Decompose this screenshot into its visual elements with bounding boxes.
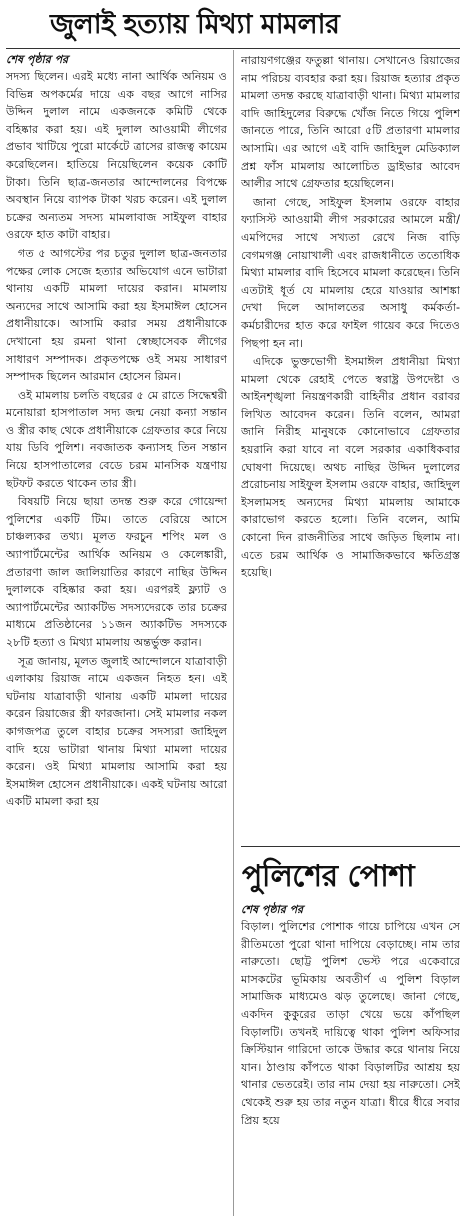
paragraph: এদিকে ভুক্তভোগী ইসমাঈল প্রধানীয়া মিথ্যা মামলা থেকে রেহাই পেতে স্বরাষ্ট্র উপদেষ্টা ও আইনশৃঙ্খলা নিয়ন্ত্রণকারী বাহিনীর প্রধান বরাবর লিখিত আবেদন করেন। তিনি বলেন, আমরা জানি নিরীহ মানুষকে কোনোভাবে গ্রেফতার হয়রানি করা যাবে না বলে সরকার একাধিকবার ঘোষণা দিয়েছে। অথচ নাছির উদ্দিন দুলালের প্ররোচনায় সাইফুল ইসলাম ওরফে বাহার, জাহিদুল ইসলামসহ অন্যদের মিথ্যা মামলায় আমাকে কারাভোগ করতে হলো। তিনি বলেন, আমি কোনো দিন রাজনীতির সাথে জড়িত ছিলাম না। এতে চরম আর্থিক ও সামাজিকভাবে ক্ষতিগ্রস্ত হয়েছি।	[241, 355, 460, 580]
left-column	[6, 52, 227, 1216]
second-headline: পুলিশের পোশা	[242, 859, 415, 894]
headline: জুলাই হত্যায় মিথ্যা মামলার	[50, 9, 340, 40]
paragraph: বিড়াল। পুলিশের পোশাক গায়ে চাপিয়ে এখন সে রীতিমতো পুরো থানা দাপিয়ে বেড়াচ্ছে। নাম তার নারুতো। ছোট্ট পুলিশ ভেস্ট পরে একেবারে মাসকটের ভূমিকায় অবতীর্ণ এ পুলিশ বিড়াল সামাজিক মাধ্যমেও ঝড় তুলেছে। জানা গেছে, একদিন কুকুরের তাড়া খেয়ে ভয়ে কাঁপছিল বিড়ালটি। তখনই দায়িত্বে থাকা পুলিশ অফিসার ক্রিস্টিয়ান গারিদো তাকে উদ্ধার করে থানায় নিয়ে যান। ঠাণ্ডায় কাঁপতে থাকা বিড়ালটির আশ্রয় হয় থানার ভেতরেই। তার নাম দেয়া হয় নারুতো। সেই থেকেই শুরু হয় তার নতুন যাত্রা। ধীরে ধীরে সবার প্রিয় হয়ে	[241, 920, 460, 1127]
paragraph: বিষয়টি নিয়ে ছায়া তদন্ত শুরু করে গোয়েন্দা পুলিশের একটি টিম। তাতে বেরিয়ে আসে চাঞ্চল্যকর তথ্য। মূলত ফরচুন শপিং মল ও অ্যাপার্টমেন্টের আর্থিক অনিয়ম ও কেলেঙ্কারী, প্রতারণা জাল জালিয়াতির কারণে নাছির উদ্দিন দুলালকে বহিষ্কার করা হয়। এরপরই ফ্ল্যাট ও অ্যাপার্টমেন্টের অ্যাকটিভ সদস্যদেরকে তার চক্রের মাধ্যমে প্রতিষ্ঠানের ১১জন অ্যাকটিভ সদস্যকে ২৮টি হত্যা ও মিথ্যা মামলায় অন্তর্ভুক্ত করান।	[6, 495, 227, 649]
paragraph: ওই মামলায় চলতি বছরের ৫ মে রাতে সিদ্ধেশ্বরী মনোয়ারা হাসপাতাল সদ্য জন্ম নেয়া কন্যা সন্তান ও স্ত্রীর কাছ থেকে প্রধানীয়াকে গ্রেফতার করে নিয়ে যায় ডিবি পুলিশ। নবজাতক কন্যাসহ তিন সন্তান নিয়ে হাসপাতালের বেডে চরম মানসিক যন্ত্রণায় ছটফট করতে থাকেন তার স্ত্রী।	[6, 388, 227, 490]
paragraph: সূত্র জানায়, মূলত জুলাই আন্দোলনে যাত্রাবাড়ী এলাকায় রিয়াজ নামে একজন নিহত হন। এই ঘটনায় যাত্রাবাড়ী থানায় একটি মামলা দায়ের করেন রিয়াজের স্ত্রী ফারজানা। সেই মামলার নকল কাগজপত্র তুলে বাহার চক্রের সদস্যরা জাহিদুল বাদি হয়ে ভাটারা থানায় মিথ্যা মামলা দায়ের করেন। ওই মিথ্যা মামলায় আসামি করা হয় ইসমাঈল হোসেন প্রধানীয়াকে। একই ঘটনায় আরো একটি মামলা করা হয়	[6, 654, 227, 809]
paragraph: সদস্য ছিলেন। এরই মধ্যে নানা আর্থিক অনিয়ম ও বিভিন্ন অপকর্মের দায়ে এক বছর আগে নাসির উদ্দিন দুলাল নামে একজনকে কমিটি থেকে বহিষ্কার করা হয়। এই দুলাল আওয়ামী লীগের প্রভাব খাটিয়ে পুরো মার্কেটে ত্রাসের রাজত্ব কায়েম করেছিলেন। হাতিয়ে নিয়েছিলেন কয়েক কোটি টাকা। তিনি ছাত্র-জনতার আন্দোলনের বিপক্ষে অবস্থান নিয়ে ব্যাপক টাকা খরচ করেন। এই দুলাল চক্রের অন্যতম সদস্য মামলাবাজ সাইফুল বাহার ওরফে হাত কাটা বাহার।	[6, 70, 227, 242]
section-rule	[241, 846, 460, 847]
second-article-body	[241, 902, 460, 1216]
paragraph: জানা গেছে, সাইফুল ইসলাম ওরফে বাহার ফ্যাসিস্ট আওয়ামী লীগ সরকারের আমলে মন্ত্রী/এমপিদের সাথে সখ্যতা রেখে নিজ বাড়ি বেগমগঞ্জ নোয়াখালী এবং রাজধানীতে ততোধিক মিথ্যা মামলার বাদি হিসেবে মামলা করেছেন। তিনি এতটাই ধূর্ত যে মামলায় হেরে যাওয়ার আশঙ্কা দেখা দিলে আদালতের অসাধু কর্মকর্তা-কর্মচারীদের হাত করে ফাইল গায়েব করে দিতেও পিছপা হন না।	[241, 195, 460, 350]
second-kicker: শেষ পৃষ্ঠার পর	[241, 903, 304, 916]
headline-rule	[6, 48, 460, 49]
paragraph: গত ৫ আগস্টের পর চতুর দুলাল ছাত্র-জনতার পক্ষের লোক সেজে হত্যার অভিযোগ এনে ভাটারা থানায় একটি মামলা দায়ের করান। মামলায় অন্যদের সাথে আসামি করা হয় ইসমাঈল হোসেন প্রধানীয়াকে। আসামি করার সময় প্রধানীয়াকে দেখানো হয় রমনা থানা স্বেচ্ছাসেবক লীগের সাধারণ সম্পাদক। প্রকৃতপক্ষে ওই সময় সাধারণ সম্পাদক ছিলেন আরমান হোসেন রিমন।	[6, 246, 227, 384]
paragraph: নারায়ণগঞ্জের ফতুল্লা থানায়। সেখানেও রিয়াজের নাম পরিচয় ব্যবহার করা হয়। রিয়াজ হত্যার প্রকৃত মামলা তদন্ত করছে যাত্রাবাড়ী থানা। মিথ্যা মামলার বাদি জাহিদুলের বিরুদ্ধে খোঁজ নিতে গিয়ে পুলিশ জানতে পারে, তিনি আরো ৫টি প্রতারণা মামলার আসামি। এর আগে এই বাদি জাহিদুল মেডিক্যাল প্রশ্ন ফাঁস মামলায় আলোচিত ড্রাইভার আবেদ আলীর সাথে গ্রেফতার হয়েছিলেন।	[241, 54, 460, 191]
kicker: শেষ পৃষ্ঠার পর	[6, 53, 69, 66]
right-column	[241, 52, 460, 842]
column-divider	[233, 50, 234, 1216]
